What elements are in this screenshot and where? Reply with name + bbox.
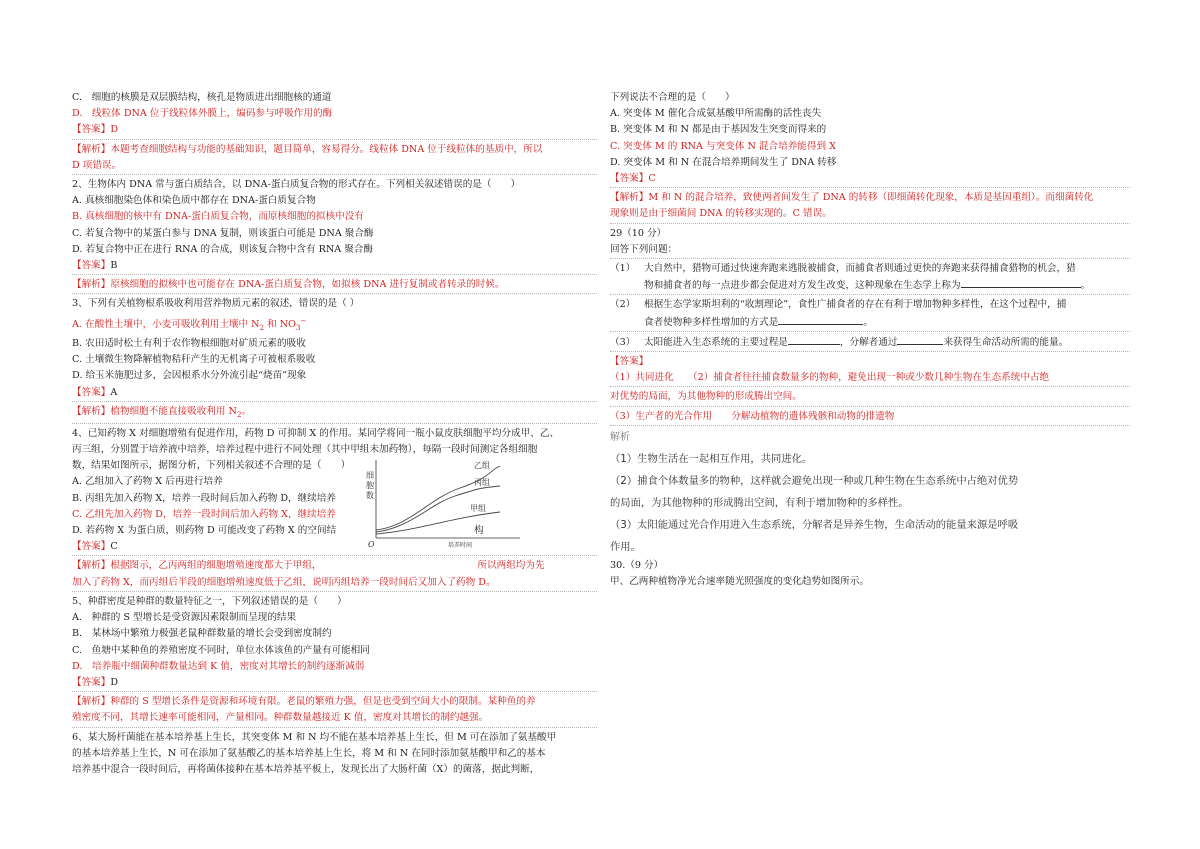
q5-option-c: C. 鱼塘中某种鱼的养殖密度不同时，单位水体该鱼的产量有可能相同 xyxy=(72,644,370,656)
question-4-line1: 4、已知药物 X 对细胞增殖有促进作用，药物 D 可抑制 X 的作用。某同学将同一瓶小鼠皮肤细胞平均分成甲、乙、 xyxy=(72,427,560,439)
q4-option-c: C. 乙组先加入药物 D，培养一段时间后加入药物 X，继续培养 xyxy=(72,508,336,520)
right-column xyxy=(610,90,1130,590)
q2-option-b: B. 真核细胞的核中有 DNA-蛋白质复合物，而原核细胞的拟核中没有 xyxy=(72,211,364,223)
q29-part1 xyxy=(610,261,1130,277)
explanation-tag: 【解析】 xyxy=(72,143,111,155)
answer-value: C xyxy=(648,173,656,185)
analysis-2a: （2）捕食个体数量多的物种，这样就会避免出现一种或几种生物在生态系统中占绝对优势 xyxy=(610,475,1019,488)
explanation-text: 根据图示，乙丙两组的细胞增殖速度都大于甲组， xyxy=(110,560,322,572)
explanation-tag: 【解析】 xyxy=(610,192,649,204)
analysis-3b: 作用。 xyxy=(610,541,641,554)
answer-tag: 【答案】 xyxy=(610,356,649,368)
analysis-block xyxy=(610,448,1130,558)
answer-29-tag xyxy=(610,354,1130,370)
explanation-1 xyxy=(72,142,597,158)
explanation-text: 种群的 S 型增长条件是资源和环境有限。老鼠的繁殖力强，但是也受到空间大小的限制。某种鱼的养 xyxy=(110,696,536,708)
q29-part3-num: （3） xyxy=(610,336,636,348)
q29-part3 xyxy=(610,334,1130,352)
q1-option-c: C. 细胞的核膜是双层膜结构，核孔是物质进出细胞核的通道 xyxy=(72,92,332,103)
answer-value: B xyxy=(110,260,118,272)
q29-part3-text-2: ，分解者通过 xyxy=(839,336,898,348)
q6-option-a: A. 突变体 M 催化合成氨基酸甲所需酶的活性丧失 xyxy=(610,108,822,120)
answer-29-line3: （3）生产者的光合作用 分解动植物的遗体残骸和动物的排遗物 xyxy=(610,409,1130,426)
question-3: 3、下列有关植物根系吸收利用营养物质元素的叙述，错误的是（ ） xyxy=(72,298,360,310)
answer-1 xyxy=(72,122,597,139)
explanation-1-cont: D 项错误。 xyxy=(72,158,597,175)
series-bing-label: 丙组 xyxy=(474,478,490,487)
q3a-text: A. 在酸性土壤中，小麦可吸收利用土壤中 N xyxy=(72,318,260,330)
explanation-text: 植物细胞不能直接吸收利用 N xyxy=(110,405,237,417)
explanation-text: 本题考查细胞结构与功能的基础知识，题目简单，容易得分。线粒体 DNA 位于线粒体的基质中，所以 xyxy=(110,143,543,155)
q29-part2-text-2: 食者使物种多样性增加的方式是 xyxy=(644,316,779,328)
q3a-text-2: 和 NO xyxy=(264,318,296,330)
x-label: 培养时间 xyxy=(448,542,473,549)
answer-value: D xyxy=(110,124,119,136)
q29-part3-text-3: 来获得生命活动所需的能量。 xyxy=(943,336,1069,348)
analysis-1: （1）生物生活在一起相互作用，共同进化。 xyxy=(610,453,813,466)
series-jia-line xyxy=(376,512,500,537)
q6-option-b: B. 突变体 M 和 N 都是由于基因发生突变而得来的 xyxy=(610,124,827,136)
left-column xyxy=(72,90,597,778)
explanation-4-cont: 加入了药物 X，而丙组后半段的细胞增殖速度低于乙组，说明丙组培养一段时间后又加入了药物 D。 xyxy=(72,575,597,592)
explanation-text: M 和 N 的混合培养，致使两者间发生了 DNA 的转移（即细菌转化现象，本质是基因重组）。而细菌转化 xyxy=(648,192,1094,204)
q4-option-b: B. 丙组先加入药物 X，培养一段时间后加入药物 D，继续培养 xyxy=(72,492,337,504)
answer-blank-1[interactable] xyxy=(961,277,1081,288)
explanation-tag: 【解析】 xyxy=(72,279,111,291)
y-label-2: 胞 xyxy=(366,481,374,490)
explanation-3: 【解析】植物细胞不能直接吸收利用 $N_2$。 xyxy=(72,404,597,424)
q29-part1-text-2: 物和捕食者的每一点进步都会促进对方发生改变，这种现象在生态学上称为 xyxy=(644,280,961,292)
explanation-6 xyxy=(610,190,1130,206)
answer-tag: 【答案】 xyxy=(72,124,111,136)
question-2: 2、生物体内 DNA 常与蛋白质结合，以 DNA-蛋白质复合物的形式存在。下列相关叙述错误的是（ ） xyxy=(72,179,521,191)
q4d-text: D. 若药物 X 为蛋白质，则药物 D 可能改变了药物 X 的空间结 xyxy=(72,525,337,537)
series-yi-line xyxy=(376,466,500,530)
q4-option-a: A. 乙组加入了药物 X 后再进行培养 xyxy=(72,476,223,488)
question-5: 5、种群密度是种群的数量特征之一，下列叙述错误的是（ ） xyxy=(72,595,347,607)
answer-tag: 【答案】 xyxy=(72,386,111,398)
answer-tag: 【答案】 xyxy=(72,541,111,553)
explanation-text: 原核细胞的拟核中也可能存在 DNA-蛋白质复合物，如拟核 DNA 进行复制或者转录的时候。 xyxy=(110,279,505,291)
q29-part2-text: 根据生态学家斯坦利的“收割理论”，食性广捕食者的存在有利于增加物种多样性，在这个过程中，捕 xyxy=(644,299,1067,311)
q2-option-a: A. 真核细胞染色体和染色质中都存在 DNA-蛋白质复合物 xyxy=(72,195,316,207)
question-30-text: 甲、乙两种植物净光合速率随光照强度的变化趋势如图所示。 xyxy=(610,576,870,588)
answer-blank-4[interactable] xyxy=(897,334,943,345)
question-30-title: 30.（9 分） xyxy=(610,560,664,572)
q29-part1-cont: 物和捕食者的每一点进步都会促进对方发生改变，这种现象在生态学上称为 。 xyxy=(610,277,1130,295)
answer-blank-2[interactable] xyxy=(778,314,863,325)
analysis-2b: 的局面，为其他物种的形成腾出空间，有利于增加物种的多样性。 xyxy=(610,497,909,510)
explanation-2 xyxy=(72,277,597,294)
cell-growth-figure xyxy=(366,458,530,550)
explanation-tag: 【解析】 xyxy=(72,405,111,417)
q3-option-d: D. 给玉米施肥过多，会因根系水分外流引起“烧苗”现象 xyxy=(72,370,307,382)
question-6-line1: 6、某大肠杆菌能在基本培养基上生长，其突变体 M 和 N 均不能在基本培养基上生长，但 M 可在添加了氨基酸甲 xyxy=(72,731,557,743)
explanation-tag: 【解析】 xyxy=(72,696,111,708)
q5-option-d: D. 培养瓶中细菌种群数量达到 K 值，密度对其增长的制约逐渐减弱 xyxy=(72,660,365,672)
question-6-line3: 培养基中混合一段时间后，再将菌体接种在基本培养基平板上，发现长出了大肠杆菌（X）的菌落，据此判断， xyxy=(72,763,540,775)
question-6-line2: 的基本培养基上生长，N 可在添加了氨基酸乙的基本培养基上生长，将 M 和 N 在同时添加氨基酸甲和乙的基本 xyxy=(72,747,546,759)
explanation-5-cont: 殖密度不同，其增长速率可能相同，产量相同。种群数量越接近 K 值，密度对其增长的制约越强。 xyxy=(72,710,597,727)
answer-3 xyxy=(72,385,597,402)
y-label-1: 细 xyxy=(366,471,374,480)
question-29-title: 29（10 分） xyxy=(610,227,667,239)
q5-option-a: A. 种群的 S 型增长是受资源因素限制而呈现的结果 xyxy=(72,612,297,624)
answer-5 xyxy=(72,675,597,692)
explanation-text-2: 所以两组均为先 xyxy=(477,560,545,572)
explanation-4 xyxy=(72,558,597,574)
question-4-line3: 数，结果如图所示，据图分析，下列相关叙述不合理的是（ ） xyxy=(72,460,351,472)
y-label-3: 数 xyxy=(366,491,374,500)
q6-option-d: D. 突变体 M 和 N 在混合培养期间发生了 DNA 转移 xyxy=(610,156,837,168)
answer-value: D xyxy=(110,676,119,688)
answer-tag: 【答案】 xyxy=(610,173,649,185)
q5-option-b: B. 某林场中繁殖力极强老鼠种群数量的增长会受到密度制约 xyxy=(72,628,332,640)
q29-part1-num: （1） xyxy=(610,263,636,275)
explanation-6-cont: 现象则是由于细菌间 DNA 的转移实现的。C 错误。 xyxy=(610,206,1130,223)
answer-tag: 【答案】 xyxy=(72,260,111,272)
series-jia-label: 甲组 xyxy=(470,504,486,513)
q3-option-b: B. 农田适时松土有利于农作物根细胞对矿质元素的吸收 xyxy=(72,337,306,349)
answer-29-line1: （1）共同进化 （2）捕食者往往捕食数量多的物种，避免出现一种或少数几种生物在生态系统中占绝 xyxy=(610,370,1130,387)
answer-29-line2: 对优势的局面，为其他物种的形成腾出空间。 xyxy=(610,389,1130,406)
analysis-heading: 解析 xyxy=(610,431,630,443)
q6-option-c: C. 突变体 M 的 RNA 与突变体 N 混合培养能得到 X xyxy=(610,140,836,152)
analysis-3a: （3）太阳能通过光合作用进入生态系统，分解者是异养生物，生命活动的能量来源是呼吸 xyxy=(610,519,1019,532)
explanation-5 xyxy=(72,694,597,710)
answer-blank-3[interactable] xyxy=(788,334,840,345)
answer-6 xyxy=(610,171,1130,188)
q2-option-c: C. 若复合物中的某蛋白参与 DNA 复制，则该蛋白可能是 DNA 聚合酶 xyxy=(72,227,374,239)
answer-value: C xyxy=(110,541,118,553)
answer-2 xyxy=(72,258,597,275)
q29-part3-text: 太阳能进入生态系统的主要过程是 xyxy=(644,336,788,348)
series-yi-label: 乙组 xyxy=(474,461,490,470)
q3-option-a: A. 在酸性土壤中，小麦可吸收利用土壤中 $N_2$ 和 $NO_3^-$ xyxy=(72,316,307,332)
q29-part2-num: （2） xyxy=(610,299,636,311)
q2-option-d: D. 若复合物中正在进行 RNA 的合成，则该复合物中含有 RNA 聚合酶 xyxy=(72,243,373,255)
q3-option-c: C. 土壤微生物降解植物秸秆产生的无机离子可被根系吸收 xyxy=(72,354,316,366)
question-6-line4: 下列说法不合理的是（ ） xyxy=(610,92,735,103)
explanation-tag: 【解析】 xyxy=(72,560,111,572)
question-4-line2: 丙三组，分别置于培养液中培养，培养过程中进行不同处理（其中甲组未加药物），每隔一段时间测定各组细胞 xyxy=(72,444,538,456)
q29-part1-text: 大自然中，猎物可通过快速奔跑来逃脱被捕食，而捕食者则通过更快的奔跑来获得捕食猎物的机会，猎 xyxy=(644,263,1076,275)
q29-part2 xyxy=(610,297,1130,313)
q4d-tail: 构 xyxy=(474,525,484,537)
q29-part2-cont: 食者使物种多样性增加的方式是 。 xyxy=(610,314,1130,332)
answer-tag: 【答案】 xyxy=(72,676,111,688)
origin-label: O xyxy=(368,540,375,549)
q1-option-d: D. 线粒体 DNA 位于线粒体外膜上，编码参与呼吸作用的酶 xyxy=(72,108,333,120)
answer-value: A xyxy=(110,386,118,398)
question-29-intro: 回答下列问题： xyxy=(610,242,1130,259)
